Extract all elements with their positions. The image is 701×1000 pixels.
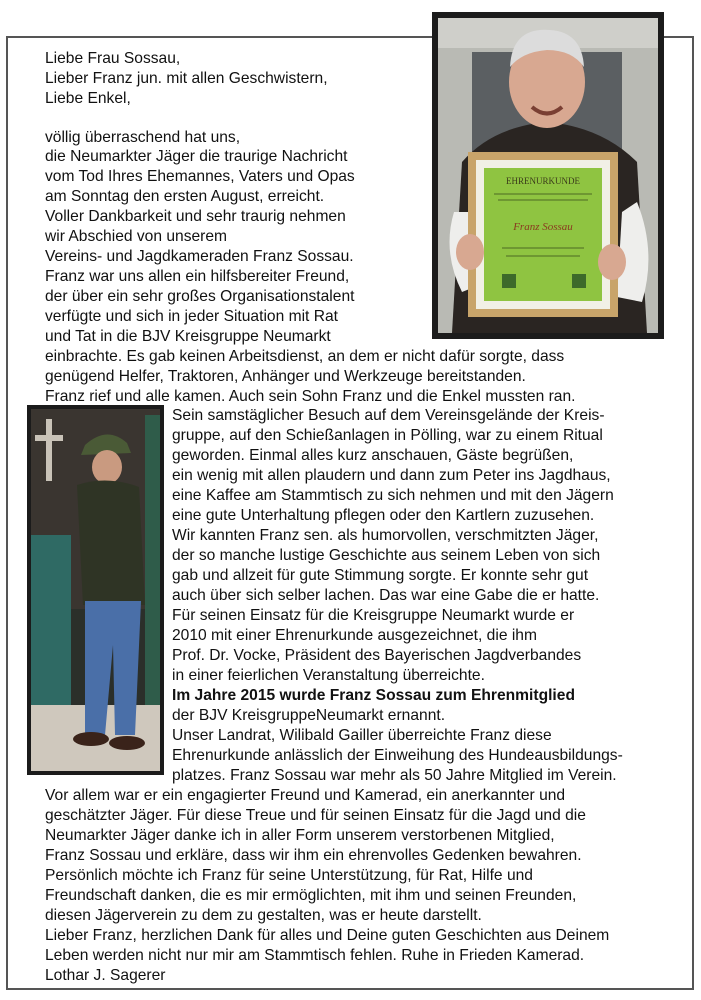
text-line: ein wenig mit allen plaudern und dann zum Peter ins Jagdhaus,: [172, 467, 611, 484]
text-line: Unser Landrat, Wilibald Gailler überreichte Franz diese: [172, 727, 552, 744]
signature-line: Lothar J. Sagerer: [45, 967, 166, 984]
text-line: und Tat in die BJV Kreisgruppe Neumarkt: [45, 328, 331, 345]
text-line: Vor allem war er ein engagierter Freund und Kamerad, ein anerkannter und: [45, 787, 566, 804]
salutation-line: Liebe Frau Sossau,: [45, 50, 181, 67]
text-line: Persönlich möchte ich Franz für seine Unterstützung, für Rat, Hilfe und: [45, 867, 533, 884]
text-line: geschätzter Jäger. Für diese Treue und für seinen Einsatz für die Jagd und die: [45, 807, 586, 824]
text-line: Voller Dankbarkeit und sehr traurig nehmen: [45, 208, 346, 225]
text-line: auch über sich selber lachen. Das war eine Gabe die er hatte.: [172, 587, 600, 604]
text-line: Franz Sossau und erkläre, dass wir ihm ein ehrenvolles Gedenken bewahren.: [45, 847, 582, 864]
text-line: Prof. Dr. Vocke, Präsident des Bayerischen Jagdverbandes: [172, 647, 582, 664]
text-line: Vereins- und Jagdkameraden Franz Sossau.: [45, 248, 354, 265]
text-line: völlig überraschend hat uns,: [45, 129, 241, 146]
text-line: eine gute Unterhaltung pflegen oder den Kartlern zuzusehen.: [172, 507, 595, 524]
text-line: der so manche lustige Geschichte aus seinem Leben von sich: [172, 547, 601, 564]
text-line: Leben werden nicht nur mir am Stammtisch fehlen. Ruhe in Frieden Kamerad.: [45, 947, 585, 964]
text-line: der BJV KreisgruppeNeumarkt ernannt.: [172, 707, 446, 724]
text-line: Franz rief und alle kamen. Auch sein Sohn Franz und die Enkel mussten ran.: [45, 388, 576, 405]
text-line: diesen Jägerverein zu dem zu gestalten, was er heute darstellt.: [45, 907, 482, 924]
certificate-name: Franz Sossau: [513, 221, 573, 233]
text-line: Sein samstäglicher Besuch auf dem Vereinsgelände der Kreis-: [172, 407, 605, 424]
text-line: platzes. Franz Sossau war mehr als 50 Jahre Mitglied im Verein.: [172, 767, 617, 784]
text-line: Franz war uns allen ein hilfsbereiter Freund,: [45, 268, 350, 285]
text-line: die Neumarkter Jäger die traurige Nachricht: [45, 148, 348, 165]
text-line: Ehrenurkunde anlässlich der Einweihung des Hundeausbildungs-: [172, 747, 623, 764]
text-line: 2010 mit einer Ehrenurkunde ausgezeichnet, die ihm: [172, 627, 537, 644]
text-line: genügend Helfer, Traktoren, Anhänger und Werkzeuge bereitstanden.: [45, 368, 526, 385]
text-line: am Sonntag den ersten August, erreicht.: [45, 188, 325, 205]
text-line: gab und allzeit für gute Stimmung sorgte. Er konnte sehr gut: [172, 567, 589, 584]
photo-hunter-standing: [27, 405, 164, 775]
text-line: gruppe, auf den Schießanlagen in Pölling, war zu einem Ritual: [172, 427, 603, 444]
text-line: Freundschaft danken, die es mir ermöglichten, mit ihm und seinen Freunden,: [45, 887, 577, 904]
text-line: Wir kannten Franz sen. als humorvollen, verschmitzten Jäger,: [172, 527, 599, 544]
text-line: der über ein sehr großes Organisationstalent: [45, 288, 355, 305]
text-line: verfügte und sich in jeder Situation mit Rat: [45, 308, 338, 325]
text-line: Lieber Franz, herzlichen Dank für alles und Deine guten Geschichten aus Deinem: [45, 927, 610, 944]
text-line: einbrachte. Es gab keinen Arbeitsdienst, an dem er nicht dafür sorgte, dass: [45, 348, 565, 365]
photo-man-with-certificate: [432, 12, 664, 339]
certificate-title: EHRENURKUNDE: [506, 176, 580, 186]
text-line: wir Abschied von unserem: [45, 228, 228, 245]
text-line: Für seinen Einsatz für die Kreisgruppe Neumarkt wurde er: [172, 607, 575, 624]
salutation-line: Lieber Franz jun. mit allen Geschwistern,: [45, 70, 328, 87]
text-line: geworden. Einmal alles kurz anschauen, Gäste begrüßen,: [172, 447, 574, 464]
text-line: eine Kaffee am Stammtisch zu sich nehmen und mit den Jägern: [172, 487, 614, 504]
text-line: vom Tod Ihres Ehemannes, Vaters und Opas: [45, 168, 355, 185]
text-line: Neumarkter Jäger danke ich in aller Form unserem verstorbenen Mitglied,: [45, 827, 555, 844]
salutation-line: Liebe Enkel,: [45, 90, 131, 107]
highlight-line: Im Jahre 2015 wurde Franz Sossau zum Ehrenmitglied: [172, 687, 575, 704]
text-line: in einer feierlichen Veranstaltung überreichte.: [172, 667, 485, 684]
